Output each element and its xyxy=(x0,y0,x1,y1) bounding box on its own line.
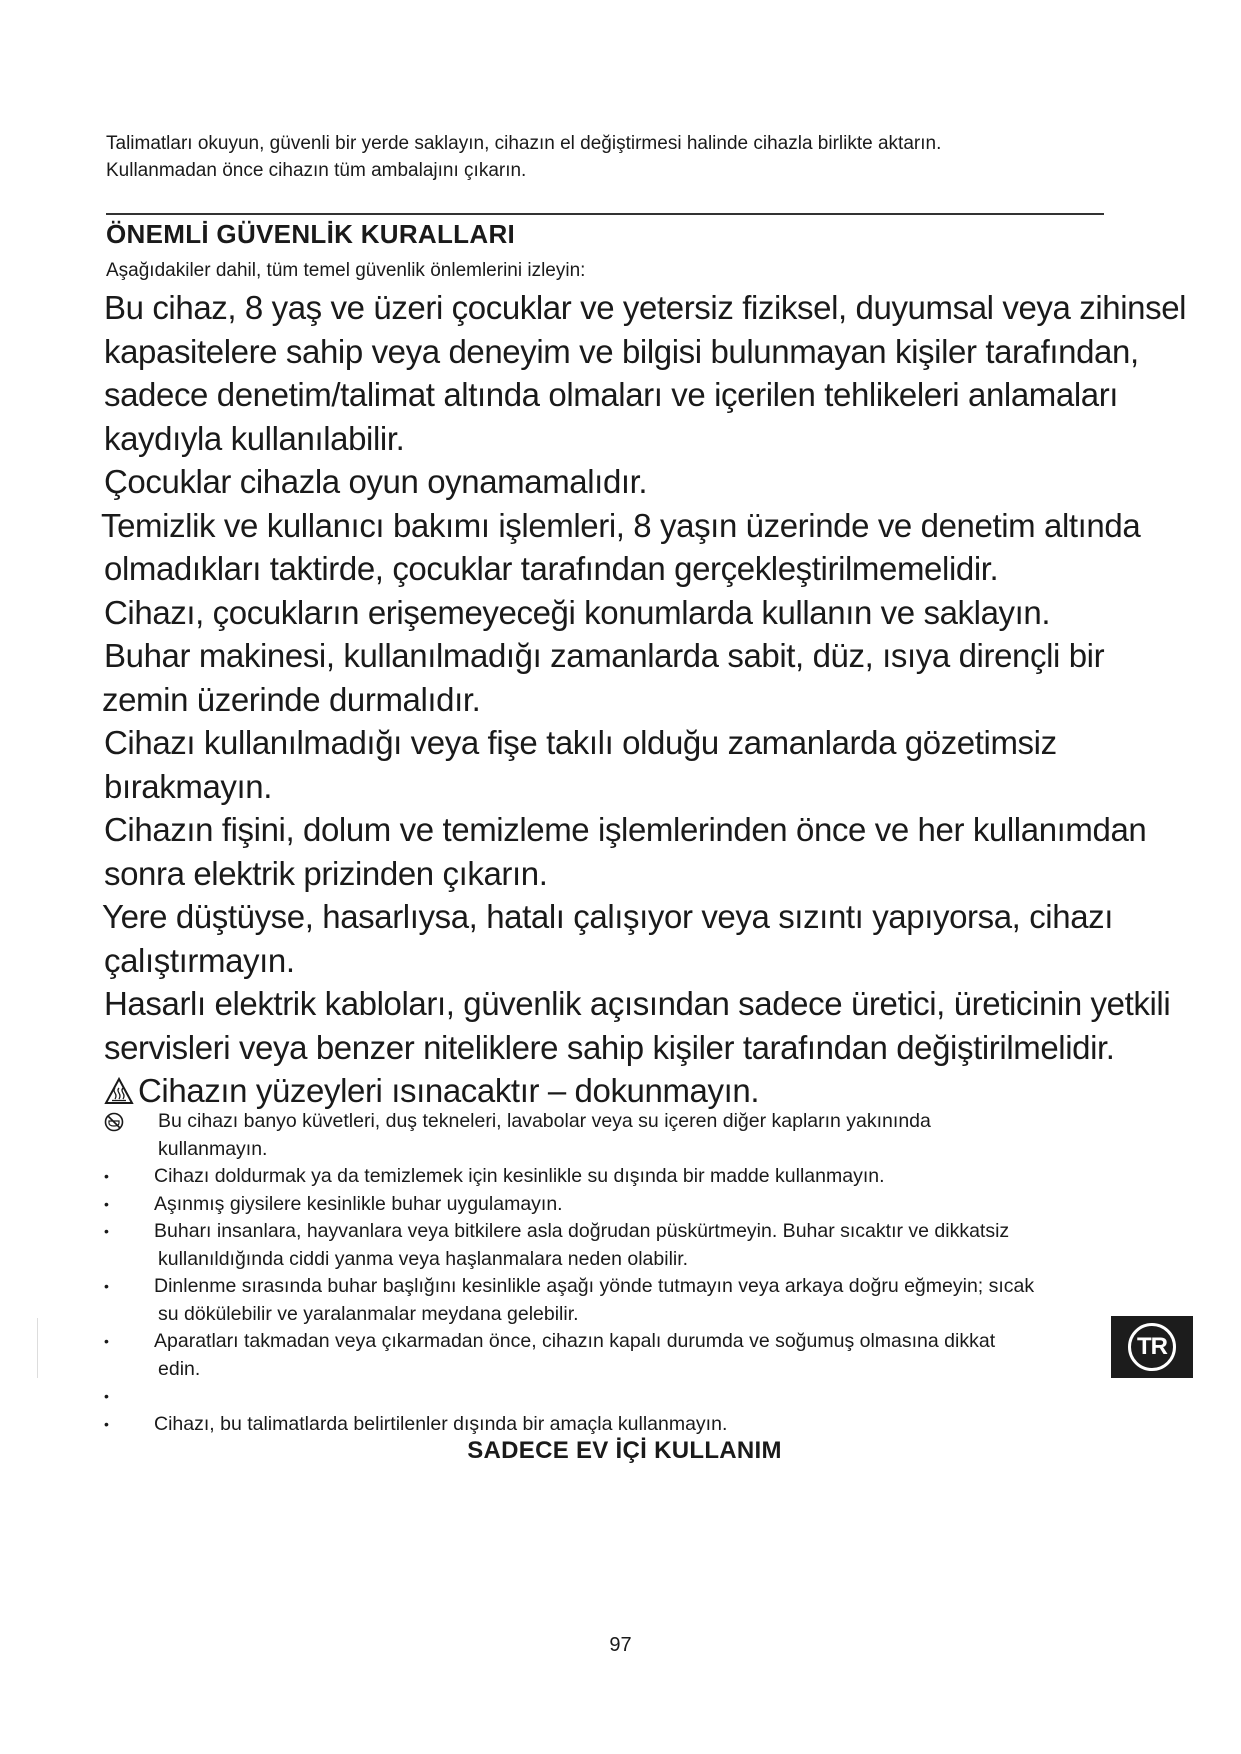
bullet: • xyxy=(104,1333,109,1349)
rule-line: sadece denetim/talimat altında olmaları ve içerilen tehlikeleri anlamaları xyxy=(104,376,1119,413)
page-number: 97 xyxy=(609,1634,632,1656)
safety-rules-list xyxy=(96,1108,1116,1438)
household-use-only-title: SADECE EV İÇİ KULLANIM xyxy=(467,1437,782,1464)
list-item xyxy=(96,1108,1116,1163)
list-item xyxy=(96,1163,1116,1191)
list-item-empty xyxy=(96,1383,1116,1411)
language-badge xyxy=(1111,1316,1193,1378)
hot-surface-warning xyxy=(104,1069,1124,1113)
list-item-text: edin. xyxy=(158,1357,201,1380)
section-divider xyxy=(106,213,1104,215)
rule-line: bırakmayın. xyxy=(104,767,272,805)
warning-text: Cihazın yüzeyleri ısınacaktır – dokunmayın. xyxy=(138,1072,760,1109)
rule-line: sonra elektrik prizinden çıkarın. xyxy=(104,854,548,892)
list-item xyxy=(96,1328,1116,1383)
section-title: ÖNEMLİ GÜVENLİK KURALLARI xyxy=(106,219,516,249)
rule-line: Yere düştüyse, hasarlıysa, hatalı çalışıyor veya sızıntı yapıyorsa, cihazı xyxy=(102,898,1114,935)
list-item xyxy=(96,1218,1116,1273)
list-item-text: Aparatları takmadan veya çıkarmadan önce, cihazın kapalı durumda ve soğumuş olmasına dikkat xyxy=(154,1330,996,1352)
language-badge-ring xyxy=(1128,1323,1176,1371)
rule-line: Hasarlı elektrik kabloları, güvenlik açısından sadece üretici, üreticinin yetkili xyxy=(104,985,1171,1022)
list-item-text: Cihazı, bu talimatlarda belirtilenler dışında bir amaçla kullanmayın. xyxy=(154,1412,728,1435)
rule-line: kapasitelere sahip veya deneyim ve bilgisi bulunmayan kişiler tarafından, xyxy=(104,332,1139,370)
intro-line-1: Talimatları okuyun, güvenli bir yerde saklayın, cihazın el değiştirmesi halinde cihazla birlikte aktarın. xyxy=(106,133,942,154)
page-margin-mark xyxy=(37,1318,38,1378)
rule-line: Çocuklar cihazla oyun oynamamalıdır. xyxy=(104,463,648,500)
no-bath-icon xyxy=(104,1112,124,1132)
list-item xyxy=(96,1273,1116,1328)
hot-surface-warning-icon xyxy=(104,1077,134,1105)
list-item xyxy=(96,1191,1116,1219)
intro-text xyxy=(106,130,1116,184)
rule-line: çalıştırmayın. xyxy=(104,941,295,979)
rule-line: zemin üzerinde durmalıdır. xyxy=(102,680,481,718)
list-item-text: su dökülebilir ve yaralanmalar meydana gelebilir. xyxy=(158,1302,579,1325)
rule-line: Cihazın fişini, dolum ve temizleme işlemlerinden önce ve her kullanımdan xyxy=(104,811,1147,848)
list-item-text: kullanmayın. xyxy=(158,1137,268,1160)
language-code: TR xyxy=(1137,1333,1167,1360)
list-item-text: Buharı insanlara, hayvanlara veya bitkilere asla doğrudan püskürtmeyin. Buhar sıcaktır ve dikkatsiz xyxy=(154,1220,1010,1242)
safety-rules-large xyxy=(101,286,1187,1113)
rule-line: servisleri veya benzer niteliklere sahip kişiler tarafından değiştirilmelidir. xyxy=(104,1028,1115,1066)
bullet: • xyxy=(104,1388,109,1404)
list-item-text: Cihazı doldurmak ya da temizlemek için kesinlikle su dışında bir madde kullanmayın. xyxy=(154,1165,885,1187)
rule-line: olmadıkları taktirde, çocuklar tarafından gerçekleştirilmemelidir. xyxy=(104,550,999,587)
bullet: • xyxy=(104,1223,109,1239)
rule-line: kaydıyla kullanılabilir. xyxy=(104,419,405,457)
rule-line: Bu cihaz, 8 yaş ve üzeri çocuklar ve yetersiz fiziksel, duyumsal veya zihinsel xyxy=(104,289,1187,326)
bullet: • xyxy=(104,1415,109,1432)
rule-line: Temizlik ve kullanıcı bakımı işlemleri, 8 yaşın üzerinde ve denetim altında xyxy=(101,506,1141,544)
bullet: • xyxy=(104,1195,109,1212)
rule-line: Buhar makinesi, kullanılmadığı zamanlarda sabit, düz, ısıya dirençli bir xyxy=(104,637,1105,674)
rule-line: Cihazı kullanılmadığı veya fişe takılı olduğu zamanlarda gözetimsiz xyxy=(104,724,1057,761)
list-item xyxy=(96,1411,1116,1439)
list-item-text: Aşınmış giysilere kesinlikle buhar uygulamayın. xyxy=(154,1192,563,1215)
list-item-text: Bu cihazı banyo küvetleri, duş tekneleri, lavabolar veya su içeren diğer kapların yakınında xyxy=(158,1110,931,1132)
section-subtitle: Aşağıdakiler dahil, tüm temel güvenlik önlemlerini izleyin: xyxy=(106,260,586,281)
intro-line-2: Kullanmadan önce cihazın tüm ambalajını çıkarın. xyxy=(106,160,527,181)
bullet: • xyxy=(104,1278,109,1294)
rule-line: Cihazı, çocukların erişemeyeceği konumlarda kullanın ve saklayın. xyxy=(104,593,1051,631)
list-item-text: kullanıldığında ciddi yanma veya haşlanmalara neden olabilir. xyxy=(158,1247,689,1270)
bullet: • xyxy=(104,1168,109,1184)
list-item-text: Dinlenme sırasında buhar başlığını kesinlikle aşağı yönde tutmayın veya arkaya doğru eğmeyin; sıcak xyxy=(154,1275,1035,1297)
